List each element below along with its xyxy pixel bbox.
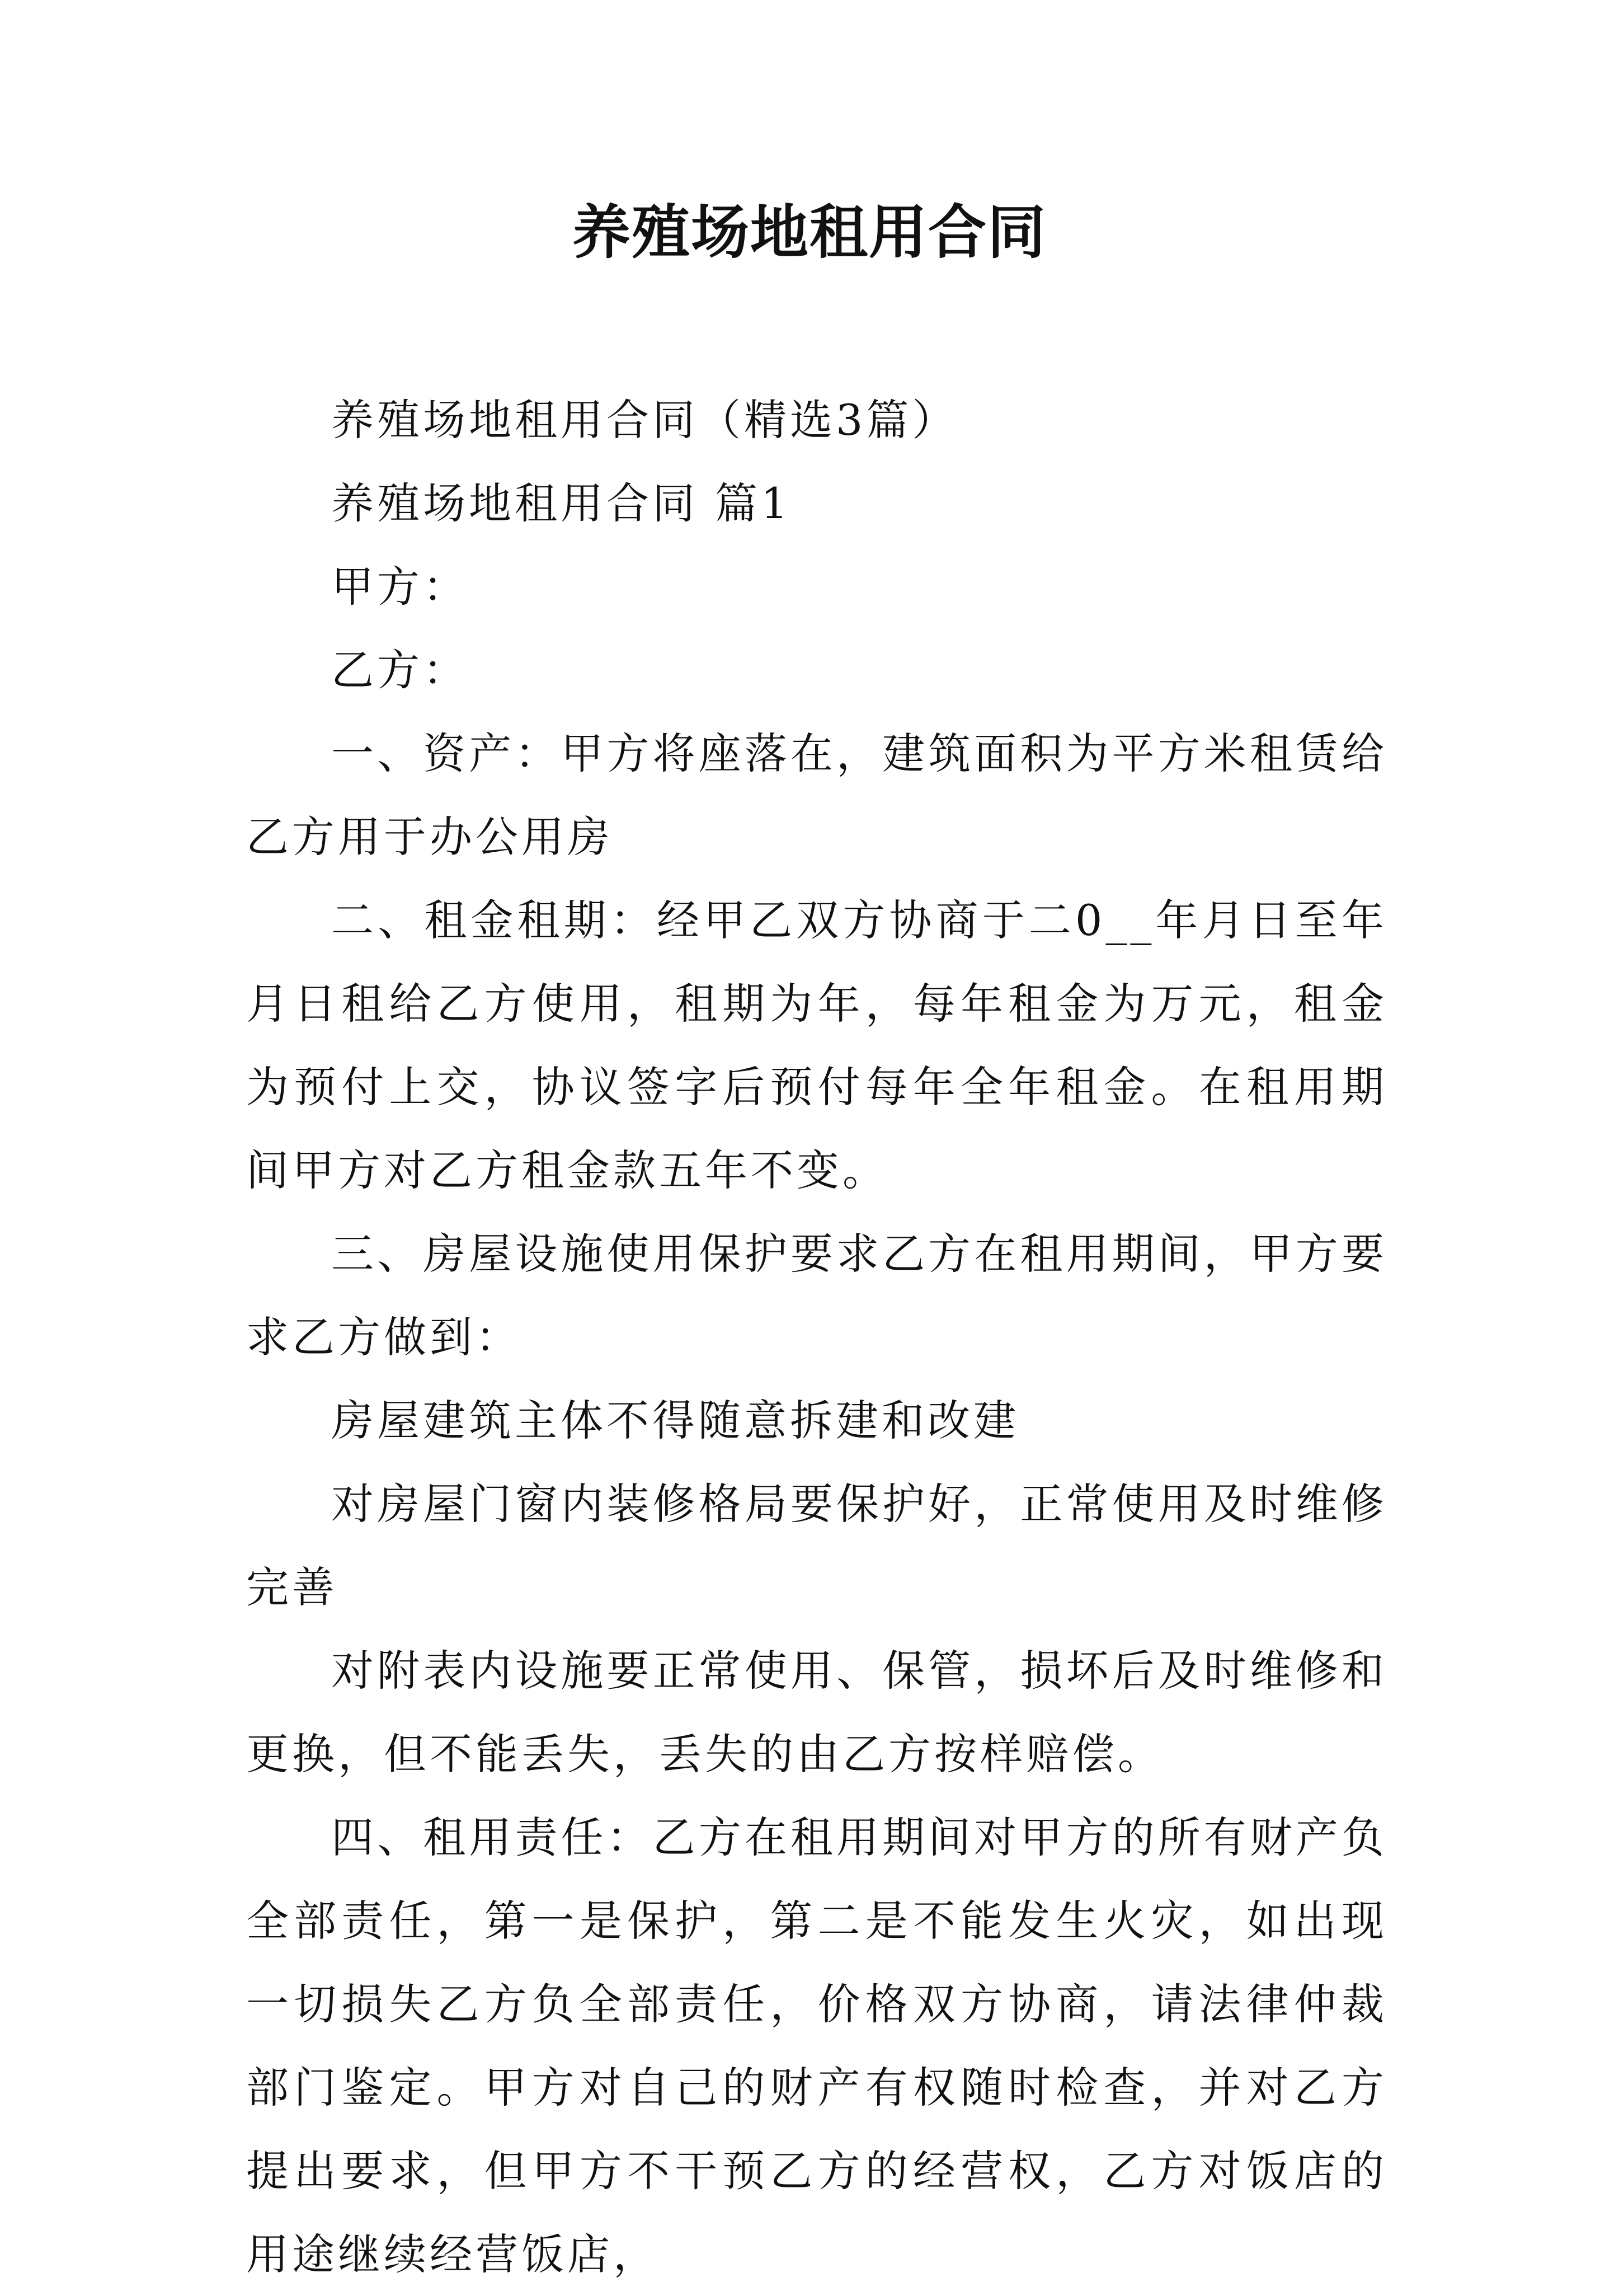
paragraph-clause-4: 四、租用责任：乙方在租用期间对甲方的所有财产负全部责任，第一是保护，第二是不能发生火灾，如出现一切损失乙方负全部责任，价格双方协商，请法律仲裁部门鉴定。甲方对自己的财产有权随时检查，并对乙方提出要求，但甲方不干预乙方的经营权，乙方对饭店的用途继续经营饭店， xyxy=(246,1813,1387,2279)
paragraph-clause-3-item-2: 对房屋门窗内装修格局要保护好，正常使用及时维修完善 xyxy=(246,1479,1387,1612)
paragraph-clause-3-item-3: 对附表内设施要正常使用、保管，损坏后及时维修和更换，但不能丢失，丢失的由乙方按样赔偿。 xyxy=(246,1646,1387,1779)
paragraph-section-heading: 养殖场地租用合同 篇1 xyxy=(331,478,792,528)
paragraph-clause-1: 一、资产：甲方将座落在，建筑面积为平方米租赁给乙方用于办公用房 xyxy=(246,729,1387,862)
paragraph-clause-3: 三、房屋设施使用保护要求乙方在租用期间，甲方要求乙方做到： xyxy=(246,1229,1387,1362)
paragraph-party-a: 甲方： xyxy=(331,562,469,612)
document-body xyxy=(246,378,1387,2296)
paragraph-party-b: 乙方： xyxy=(331,645,469,695)
document-title: 养殖场地租用合同 xyxy=(572,198,1047,266)
paragraph-clause-2: 二、租金租期：经甲乙双方协商于二0__年月日至年月日租给乙方使用，租期为年，每年租金为万元，租金为预付上交，协议签字后预付每年全年租金。在租用期间甲方对乙方租金款五年不变。 xyxy=(246,895,1387,1195)
paragraph-clause-3-item-1: 房屋建筑主体不得随意拆建和改建 xyxy=(331,1396,1019,1445)
paragraph-subtitle: 养殖场地租用合同（精选3篇） xyxy=(331,395,958,445)
